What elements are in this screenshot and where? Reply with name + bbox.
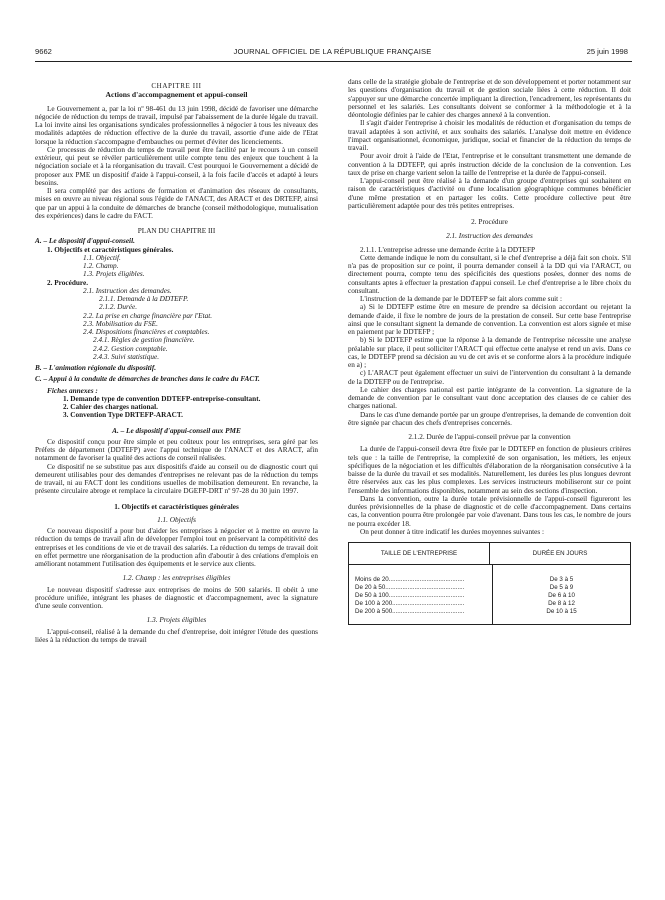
annex-item: 2. Cahier des charges national. xyxy=(63,403,158,411)
plan-item: 2.4.1. Règles de gestion financière. xyxy=(93,336,195,345)
annex-item: 3. Convention Type DRTEFP-ARACT. xyxy=(63,411,183,420)
paragraph: Il s'agit d'aider l'entreprise à choisir les modalités de réduction et d'organisation du temps de travail adaptées à son activité, et aux souhaits des salariés. L'analyse doit mettre en évidence l'impact organisationnel, économique, juridique, social et financier de la réduction du temps de travail. xyxy=(348,119,631,152)
size-column xyxy=(349,565,493,624)
table-cell: De 50 à 100............................................ xyxy=(355,592,465,599)
table-header xyxy=(349,543,630,565)
plan-item: 2.2. La prise en charge financière par l'Etat. xyxy=(83,311,213,320)
plan-item: B. – L'animation régionale du dispositif. xyxy=(35,364,157,372)
paragraph: L'appui-conseil, réalisé à la demande du chef d'entreprise, doit intégrer l'étude des questions liées à la réduction du temps de travail xyxy=(35,627,318,644)
annex-item: 1. Demande type de convention DDTEFP-entreprise-consultant. xyxy=(63,394,261,403)
table-header-cell: DURÉE EN JOURS xyxy=(532,549,588,557)
plan-item: 2.4.2. Gestion comptable. xyxy=(93,344,168,353)
table-cell: De 10 à 15 xyxy=(546,608,577,615)
chapter-title: Actions d'accompagnement et appui-conseil xyxy=(105,90,248,100)
chapter-plan xyxy=(35,237,318,419)
page-header xyxy=(0,47,665,61)
paragraph: Le Gouvernement a, par la loi nº 98-461 du 13 juin 1998, décidé de favoriser une démarche négociée de réduction du temps de travail, impulsé par l'abaissement de la durée légale du travail. La loi invite ainsi les organisations syndicales professionnelles à négocier à tous les niveaux des modalités adaptées de réduction effective de la durée du travail, assortie d'une aide de l'Etat lorsque la réduction s'accompagne d'embauches ou permet d'éviter des licenciements. xyxy=(35,104,318,146)
subsection-heading: 1.3. Projets éligibles xyxy=(146,616,207,625)
plan-item: 2.4.3. Suivi statistique. xyxy=(93,352,160,361)
plan-item: 2.1. Instruction des demandes. xyxy=(83,286,172,295)
plan-item: 1.2. Champ. xyxy=(83,262,119,270)
plan-item: 2.1.2. Durée. xyxy=(99,303,138,312)
subsection-heading: 1.2. Champ : les entreprises éligibles xyxy=(122,574,231,583)
paragraph: 2.1.1. L'entreprise adresse une demande écrite à la DDTEFP xyxy=(360,245,536,254)
paragraph: Ce dispositif ne se substitue pas aux dispositifs d'aide au conseil ou de diagnostic court qui demeurent utilisables pour des demandes d'entreprises ne relevant pas de la réduction du temps de travail, ni au FACT dont les conditions usuelles de mobilisation demeurent. En revanche, la présente circulaire abroge et remplace la circulaire DGEFP-DRT nº 97-28 du 30 juin 1997. xyxy=(35,462,318,496)
chapter-label: CHAPITRE III xyxy=(151,82,202,90)
plan-item: 1.3. Projets éligibles. xyxy=(83,270,145,279)
table-body xyxy=(349,565,630,624)
plan-item: 2. Procédure. xyxy=(47,278,89,287)
paragraph: L'appui-conseil peut être réalisé à la demande d'un groupe d'entreprises qui souhaitent en raison de caractéristiques d'activité ou d'une localisation géographique communes bénéficier d'une même prestation et en partager les coûts. Cette procédure collective peut être particulièrement adaptée pour des très petites entreprises. xyxy=(348,177,631,210)
subsection-heading: 1.1. Objectifs xyxy=(157,515,196,524)
paragraph: L'instruction de la demande par le DDTEFP se fait alors comme suit : xyxy=(360,295,562,303)
section-heading: A. – Le dispositif d'appui-conseil aux PME xyxy=(112,426,241,435)
table-cell: De 3 à 5 xyxy=(549,576,574,583)
duration-table xyxy=(348,542,631,625)
paragraph: Pour avoir droit à l'aide de l'Etat, l'entreprise et le consultant transmettent une demande de convention à la DDTEFP, qui après instruction décide de la conclusion de la convention. Les taux de prise en charge varient selon la taille de l'entreprise et la durée de l'appui-conseil. xyxy=(348,152,631,177)
plan-item: C. – Appui à la conduite de démarches de branches dans le cadre du FACT. xyxy=(35,375,260,384)
table-cell: De 100 à 200.......................................... xyxy=(355,600,465,607)
paragraph: Il sera complété par des actions de formation et d'animation des réseaux de consultants, mises en œuvre au niveau régional sous l'égide de l'ANACT, des ARACT et des DRTEFP, ainsi que par un appui à la conduite de démarches de branche (conseil méthodologique, mutualisation des expériences) dans le cadre du FACT. xyxy=(35,187,318,220)
table-cell: De 8 à 12 xyxy=(548,600,575,607)
journal-title: JOURNAL OFFICIEL DE LA RÉPUBLIQUE FRANÇAISE xyxy=(233,47,432,56)
header-rule xyxy=(35,61,632,62)
paragraph: dans celle de la stratégie globale de l'entreprise et de son développement et porter notamment sur les questions d'organisation du travail et de gestion sociale liées à cette réduction. Il doit s'appuyer sur une démarche concertée impliquant la direction, l'encadrement, les représentants du personnel et les salariés. Les consultants doivent se conformer à la méthodologie et à la déontologie définies par le cahier des charges annexé à la convention. xyxy=(348,78,631,119)
table-cell: Moins de 20............................................ xyxy=(355,576,465,583)
plan-item: 2.4. Dispositions financières et comptables. xyxy=(83,328,210,336)
subsection-heading: 2.1.2. Durée de l'appui-conseil prévue par la convention xyxy=(408,433,571,441)
right-column xyxy=(348,78,631,625)
subsection-heading: 2.1. Instruction des demandes xyxy=(446,232,533,241)
paragraph: Ce processus de réduction du temps de travail peut être facilité par le recours à un conseil extérieur, qui peut se révéler particulièrement utile compte tenu des enjeux que touchent à la négociation sociale et à la réorganisation du travail. C'est pourquoi le Gouvernement a décidé de proposer aux PME un dispositif d'aide à l'appui-conseil, à la fois facile d'accès et adapté à leurs besoins. xyxy=(35,145,318,187)
left-column xyxy=(35,82,318,644)
paragraph: a) Si le DDTEFP estime être en mesure de prendre sa décision accordant ou rejetant la demande d'aide, il fixe le nombre de jours de la prestation de conseil. Sur cette base l'entreprise ainsi que le consultant signent la demande de convention. La convention est alors signée et mise en paiement par le DDTEFP ; xyxy=(348,303,631,336)
paragraph: Le cahier des charges national est partie intégrante de la convention. La signature de la demande de convention par le consultant vaut donc acceptation des clauses de ce cahier des charges national. xyxy=(348,385,631,411)
plan-item: 2.3. Mobilisation du FSE. xyxy=(83,319,158,328)
paragraph: Dans le cas d'une demande portée par un groupe d'entreprises, la demande de convention doit être signée par chacun des chefs d'entreprises concernés. xyxy=(348,410,631,427)
section-heading: 2. Procédure xyxy=(471,218,508,226)
issue-date: 25 juin 1998 xyxy=(586,47,628,56)
paragraph: Cette demande indique le nom du consultant, si le chef d'entreprise a déjà fait son choix. S'il n'a pas de proposition sur ce point, il pourra demander conseil à la DD qui via l'ARACT, ou directement pourra, compte tenu des spécificités des questions posées, donner des noms de consultants aptes à effectuer la prestation d'appui conseil. Le chef d'entreprise a le libre choix du consultant. xyxy=(348,253,631,295)
page-number: 9662 xyxy=(35,47,52,56)
section-heading: 1. Objectifs et caractéristiques générales xyxy=(114,502,239,511)
paragraph: La durée de l'appui-conseil devra être fixée par le DDTEFP en fonction de plusieurs critères tels que : la taille de l'entreprise, la complexité de son organisation, les métiers, les enjeux spécifiques de la négociation et les difficultés d'élaboration de la réorganisation consécutive à la baisse de la durée du travail et ses modalités. Naturellement, les durées les plus longues devront être réservées aux cas les plus complexes. Les services instructeurs mobiliseront sur ce point l'ensemble des informations disponibles, notamment au sein des sections d'inspection. xyxy=(348,445,631,495)
section-body xyxy=(348,246,631,428)
table-cell: De 5 à 9 xyxy=(549,584,574,591)
section-body xyxy=(35,438,318,496)
days-column xyxy=(493,576,630,616)
paragraph: Dans la convention, outre la durée totale prévisionnelle de l'appui-conseil figureront les durées prévisionnelles de la phase de diagnostic et de celle d'accompagnement. Dans certains cas, la convention pourra être prolongée par voie d'avenant. Dans tous les cas, le nombre de jours ne pourra excéder 18. xyxy=(348,494,631,528)
table-cell: De 20 à 50.............................................. xyxy=(355,584,465,591)
table-cell: De 6 à 10 xyxy=(548,592,575,599)
paragraph: c) L'ARACT peut également effectuer un suivi de l'intervention du consultant à la demande de la DDTEFP ou de l'entreprise. xyxy=(348,369,631,386)
section-body xyxy=(348,445,631,536)
paragraph: Ce nouveau dispositif a pour but d'aider les entreprises à négocier et à mettre en œuvre la réduction du temps de travail afin de développer l'emploi tout en préservant la compétitivité des entreprises et les conditions de vie et de travail des salariés. La réduction du temps de travail doit en effet permettre une réorganisation de la production afin d'aboutir à des créations d'emplois en améliorant notamment l'utilisation des équipements et le service aux clients. xyxy=(35,527,318,568)
table-header-cell: TAILLE DE L'ENTREPRISE xyxy=(349,543,490,564)
plan-item: 2.1.1. Demande à la DDTEFP. xyxy=(99,295,189,303)
chapter-intro xyxy=(35,105,318,221)
plan-item: 1.1. Objectif. xyxy=(83,253,121,262)
paragraph: b) Si le DDTEFP estime que la réponse à la demande de l'entreprise nécessite une analyse préalable sur place, il peut solliciter l'ARACT qui effectue cette analyse et rend un avis. Dans ce cas, le DDTEFP prend sa décision au vu de cet avis et se conforme alors à la procédure indiquée en a) ; xyxy=(348,336,631,369)
paragraph: On peut donner à titre indicatif les durées moyennes suivantes : xyxy=(360,527,545,536)
paragraph: Ce dispositif conçu pour être simple et peu coûteux pour les entreprises, sera géré par les Préfets de département (DDTEFP) avec l'appui technique de l'ANACT et des ARACT, afin notamment de favoriser la qualité des actions de conseil réalisées. xyxy=(35,437,318,463)
paragraph: Le nouveau dispositif s'adresse aux entreprises de moins de 500 salariés. Il obéit à une procédure unifiée, intégrant les phases de diagnostic et d'accompagnement, avec la signature d'une seule convention. xyxy=(35,585,318,610)
plan-item: 1. Objectifs et caractéristiques générales. xyxy=(47,245,174,254)
table-cell: De 200 à 500.......................................... xyxy=(355,608,465,615)
annexes-label: Fiches annexes : xyxy=(47,386,98,395)
plan-title: PLAN DU CHAPITRE III xyxy=(137,227,216,235)
plan-item: A. – Le dispositif d'appui-conseil. xyxy=(35,237,135,246)
